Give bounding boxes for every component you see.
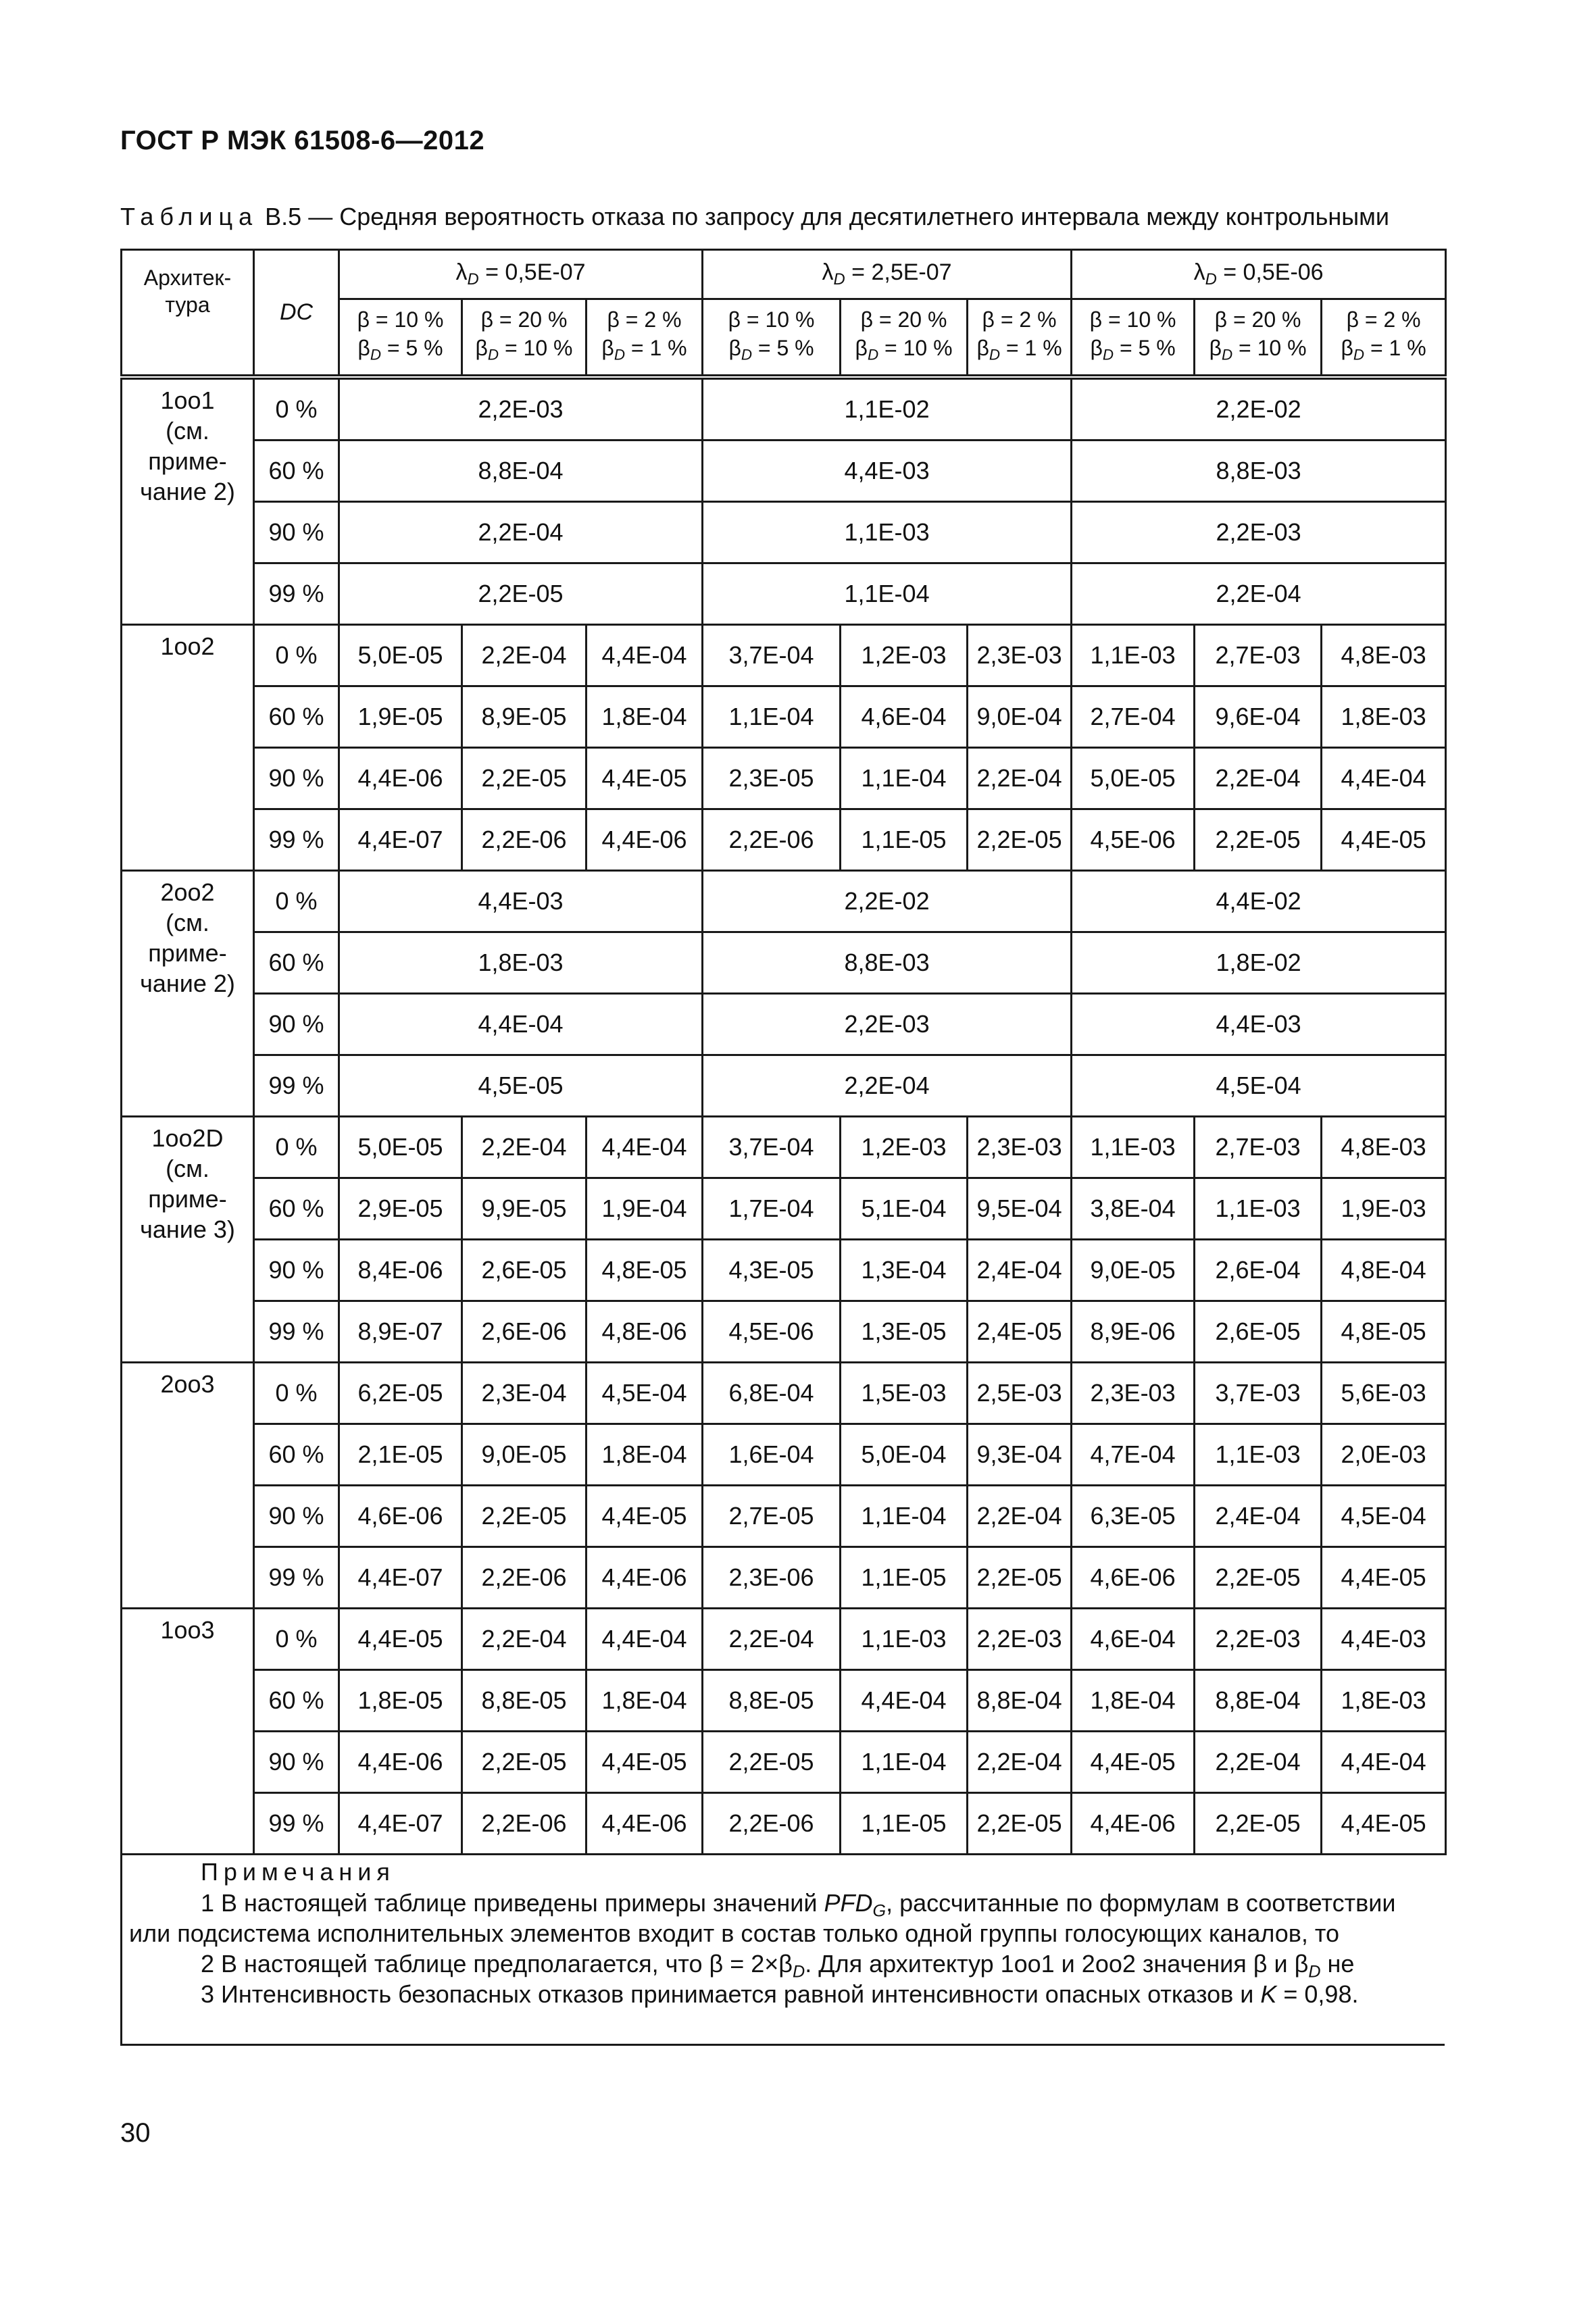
value-cell: 1,9E-03 — [1322, 1178, 1446, 1240]
beta-header-7: β = 10 % $\beta_D = 5$ % — [1072, 299, 1195, 378]
value-cell: 4,4E-06 — [587, 1547, 703, 1609]
value-cell: 1,7E-04 — [703, 1178, 841, 1240]
beta-header-5: β = 20 % $\beta_D = 10$ % — [841, 299, 968, 378]
value-cell: 2,2E-04 — [462, 1609, 587, 1670]
architecture-cell: 1оо2D (см. приме- чание 3) — [122, 1117, 254, 1363]
value-cell: 2,2E-03 — [1195, 1609, 1322, 1670]
value-cell: 1,2E-03 — [841, 625, 968, 686]
value-cell: 2,2E-05 — [968, 1793, 1072, 1855]
value-cell: 4,4E-02 — [1072, 871, 1446, 932]
beta-header-3: β = 2 % $\beta_D = 1$ % — [587, 299, 703, 378]
value-cell: 1,1E-05 — [841, 1547, 968, 1609]
lambda-header-3: $\lambda_D = 0,5E-06$ — [1072, 250, 1446, 299]
dc-cell: 99 % — [254, 809, 339, 871]
value-cell: 4,4E-03 — [339, 871, 703, 932]
value-cell: 2,2E-04 — [703, 1609, 841, 1670]
value-cell: 5,0E-05 — [339, 1117, 462, 1178]
value-cell: 2,3E-06 — [703, 1547, 841, 1609]
value-cell: 4,5E-05 — [339, 1055, 703, 1117]
value-cell: 2,2E-04 — [968, 1732, 1072, 1793]
value-cell: 2,2E-05 — [968, 809, 1072, 871]
value-cell: 2,2E-04 — [462, 1117, 587, 1178]
value-cell: 2,6E-05 — [462, 1240, 587, 1301]
value-cell: 2,3E-03 — [968, 1117, 1072, 1178]
value-cell: 1,1E-03 — [1072, 625, 1195, 686]
table-row — [122, 994, 1446, 1055]
value-cell: 2,2E-05 — [1195, 1547, 1322, 1609]
value-cell: 4,4E-03 — [1322, 1609, 1446, 1670]
dc-cell: 60 % — [254, 686, 339, 748]
dc-cell: 99 % — [254, 1301, 339, 1363]
table-row — [122, 1301, 1446, 1363]
value-cell: 8,8E-05 — [462, 1670, 587, 1732]
beta-header-6: β = 2 % $\beta_D = 1$ % — [968, 299, 1072, 378]
value-cell: 1,3E-04 — [841, 1240, 968, 1301]
value-cell: 2,2E-05 — [968, 1547, 1072, 1609]
value-cell: 8,8E-04 — [339, 441, 703, 502]
value-cell: 9,0E-05 — [1072, 1240, 1195, 1301]
value-cell: 4,8E-06 — [587, 1301, 703, 1363]
dc-cell: 60 % — [254, 932, 339, 994]
architecture-cell: 2оо2 (см. приме- чание 2) — [122, 871, 254, 1117]
table-row — [122, 1670, 1446, 1732]
lambda-header-1: $\lambda_D = 0,5E-07$ — [339, 250, 703, 299]
beta-header-9: β = 2 % $\beta_D = 1$ % — [1322, 299, 1446, 378]
dc-cell: 0 % — [254, 1117, 339, 1178]
value-cell: 1,8E-04 — [587, 686, 703, 748]
table-row — [122, 1547, 1446, 1609]
dc-cell: 60 % — [254, 1178, 339, 1240]
value-cell: 3,8E-04 — [1072, 1178, 1195, 1240]
value-cell: 1,1E-05 — [841, 1793, 968, 1855]
value-cell: 4,5E-06 — [703, 1301, 841, 1363]
value-cell: 2,2E-06 — [462, 1793, 587, 1855]
value-cell: 4,8E-03 — [1322, 625, 1446, 686]
value-cell: 3,7E-04 — [703, 1117, 841, 1178]
value-cell: 4,6E-04 — [1072, 1609, 1195, 1670]
value-cell: 2,2E-03 — [703, 994, 1072, 1055]
value-cell: 4,4E-04 — [587, 1117, 703, 1178]
table-row — [122, 1363, 1446, 1424]
note-3: 3 Интенсивность безопасных отказов принимается равной интенсивности опасных отказов и K = 0,98. — [201, 1980, 1359, 2008]
table-row — [122, 1240, 1446, 1301]
architecture-cell: 1оо2 — [122, 625, 254, 871]
value-cell: 4,5E-04 — [1322, 1486, 1446, 1547]
dc-cell: 90 % — [254, 748, 339, 809]
value-cell: 4,4E-05 — [587, 1732, 703, 1793]
value-cell: 4,4E-07 — [339, 1547, 462, 1609]
table-row — [122, 441, 1446, 502]
value-cell: 2,2E-05 — [462, 1486, 587, 1547]
table-row — [122, 1732, 1446, 1793]
table-row — [122, 625, 1446, 686]
notes-title: Примечания — [201, 1858, 395, 1886]
value-cell: 1,9E-05 — [339, 686, 462, 748]
pfd-table — [120, 249, 1447, 1855]
beta-header-1: β = 10 % $\beta_D = 5$ % — [339, 299, 462, 378]
value-cell: 2,6E-05 — [1195, 1301, 1322, 1363]
value-cell: 2,2E-06 — [462, 809, 587, 871]
value-cell: 2,2E-05 — [1195, 809, 1322, 871]
value-cell: 6,3E-05 — [1072, 1486, 1195, 1547]
value-cell: 5,0E-05 — [339, 625, 462, 686]
table-row — [122, 1178, 1446, 1240]
value-cell: 9,5E-04 — [968, 1178, 1072, 1240]
value-cell: 9,9E-05 — [462, 1178, 587, 1240]
value-cell: 2,2E-02 — [703, 871, 1072, 932]
value-cell: 4,3E-05 — [703, 1240, 841, 1301]
value-cell: 2,7E-04 — [1072, 686, 1195, 748]
value-cell: 4,4E-06 — [587, 809, 703, 871]
dc-cell: 60 % — [254, 1670, 339, 1732]
note-1-continuation: или подсистема исполнительных элементов входит в состав только одной группы голосующих каналов, то — [129, 1919, 1340, 1947]
value-cell: 4,4E-05 — [1322, 809, 1446, 871]
value-cell: 5,1E-04 — [841, 1178, 968, 1240]
value-cell: 2,6E-04 — [1195, 1240, 1322, 1301]
value-cell: 2,2E-03 — [339, 377, 703, 441]
dc-cell: 90 % — [254, 502, 339, 563]
value-cell: 2,2E-03 — [968, 1609, 1072, 1670]
note-2: 2 В настоящей таблице предполагается, что $\beta = 2\times\beta_D$. Для архитектур 1оо1 и 2оо2 значения β и $\beta_D$ не — [201, 1950, 1355, 1982]
value-cell: 5,6E-03 — [1322, 1363, 1446, 1424]
architecture-cell: 2оо3 — [122, 1363, 254, 1609]
value-cell: 2,1E-05 — [339, 1424, 462, 1486]
value-cell: 1,8E-04 — [1072, 1670, 1195, 1732]
table-row — [122, 502, 1446, 563]
value-cell: 1,8E-03 — [1322, 1670, 1446, 1732]
value-cell: 4,4E-04 — [339, 994, 703, 1055]
table-row — [122, 1486, 1446, 1547]
value-cell: 5,0E-05 — [1072, 748, 1195, 809]
value-cell: 8,8E-04 — [1195, 1670, 1322, 1732]
table-row — [122, 932, 1446, 994]
table-row — [122, 377, 1446, 441]
dc-cell: 0 % — [254, 1363, 339, 1424]
value-cell: 1,1E-05 — [841, 809, 968, 871]
dc-cell: 0 % — [254, 871, 339, 932]
architecture-cell: 1оо3 — [122, 1609, 254, 1855]
value-cell: 4,4E-04 — [587, 625, 703, 686]
value-cell: 2,9E-05 — [339, 1178, 462, 1240]
value-cell: 1,1E-03 — [703, 502, 1072, 563]
beta-header-4: β = 10 % $\beta_D = 5$ % — [703, 299, 841, 378]
value-cell: 1,1E-04 — [841, 1732, 968, 1793]
value-cell: 2,4E-04 — [1195, 1486, 1322, 1547]
value-cell: 4,4E-06 — [339, 748, 462, 809]
value-cell: 1,1E-04 — [703, 686, 841, 748]
value-cell: 9,0E-04 — [968, 686, 1072, 748]
column-header-architecture: Архитек- тура — [122, 250, 254, 378]
value-cell: 1,8E-03 — [339, 932, 703, 994]
value-cell: 1,1E-04 — [841, 748, 968, 809]
value-cell: 1,8E-03 — [1322, 686, 1446, 748]
value-cell: 2,0E-03 — [1322, 1424, 1446, 1486]
value-cell: 4,4E-04 — [587, 1609, 703, 1670]
table-body — [122, 377, 1446, 1855]
value-cell: 2,7E-03 — [1195, 625, 1322, 686]
value-cell: 8,9E-07 — [339, 1301, 462, 1363]
value-cell: 2,6E-06 — [462, 1301, 587, 1363]
value-cell: 2,7E-03 — [1195, 1117, 1322, 1178]
value-cell: 4,8E-04 — [1322, 1240, 1446, 1301]
table-row — [122, 748, 1446, 809]
value-cell: 8,8E-03 — [703, 932, 1072, 994]
value-cell: 1,2E-03 — [841, 1117, 968, 1178]
value-cell: 1,1E-03 — [1195, 1178, 1322, 1240]
value-cell: 2,2E-06 — [462, 1547, 587, 1609]
dc-cell: 90 % — [254, 1240, 339, 1301]
value-cell: 3,7E-04 — [703, 625, 841, 686]
value-cell: 1,5E-03 — [841, 1363, 968, 1424]
value-cell: 2,2E-04 — [968, 748, 1072, 809]
value-cell: 2,2E-04 — [339, 502, 703, 563]
value-cell: 2,2E-04 — [1072, 563, 1446, 625]
table-row — [122, 809, 1446, 871]
value-cell: 4,6E-04 — [841, 686, 968, 748]
value-cell: 8,8E-04 — [968, 1670, 1072, 1732]
value-cell: 4,5E-04 — [587, 1363, 703, 1424]
value-cell: 2,2E-05 — [339, 563, 703, 625]
value-cell: 2,2E-04 — [703, 1055, 1072, 1117]
value-cell: 2,4E-05 — [968, 1301, 1072, 1363]
value-cell: 4,7E-04 — [1072, 1424, 1195, 1486]
value-cell: 4,5E-06 — [1072, 809, 1195, 871]
value-cell: 4,8E-05 — [587, 1240, 703, 1301]
dc-cell: 90 % — [254, 1732, 339, 1793]
dc-cell: 60 % — [254, 441, 339, 502]
value-cell: 4,6E-06 — [1072, 1547, 1195, 1609]
value-cell: 2,5E-03 — [968, 1363, 1072, 1424]
value-cell: 4,5E-04 — [1072, 1055, 1446, 1117]
value-cell: 2,3E-03 — [968, 625, 1072, 686]
value-cell: 8,8E-03 — [1072, 441, 1446, 502]
value-cell: 2,3E-05 — [703, 748, 841, 809]
dc-cell: 0 % — [254, 377, 339, 441]
value-cell: 9,6E-04 — [1195, 686, 1322, 748]
value-cell: 1,8E-04 — [587, 1424, 703, 1486]
value-cell: 2,3E-03 — [1072, 1363, 1195, 1424]
value-cell: 2,2E-04 — [1195, 748, 1322, 809]
dc-cell: 99 % — [254, 1055, 339, 1117]
value-cell: 2,2E-03 — [1072, 502, 1446, 563]
dc-cell: 99 % — [254, 1793, 339, 1855]
dc-cell: 99 % — [254, 563, 339, 625]
caption-prefix: Таблица — [120, 203, 259, 230]
beta-header-8: β = 20 % $\beta_D = 10$ % — [1195, 299, 1322, 378]
value-cell: 2,2E-04 — [1195, 1732, 1322, 1793]
value-cell: 4,4E-04 — [1322, 1732, 1446, 1793]
value-cell: 2,2E-04 — [968, 1486, 1072, 1547]
value-cell: 2,2E-05 — [703, 1732, 841, 1793]
value-cell: 8,9E-05 — [462, 686, 587, 748]
table-row — [122, 1609, 1446, 1670]
value-cell: 4,4E-06 — [1072, 1793, 1195, 1855]
notes-block — [120, 1843, 1445, 2046]
value-cell: 8,9E-06 — [1072, 1301, 1195, 1363]
value-cell: 4,4E-05 — [587, 748, 703, 809]
value-cell: 2,2E-05 — [462, 748, 587, 809]
value-cell: 1,1E-04 — [703, 563, 1072, 625]
value-cell: 4,4E-06 — [339, 1732, 462, 1793]
value-cell: 4,4E-07 — [339, 809, 462, 871]
value-cell: 4,8E-03 — [1322, 1117, 1446, 1178]
beta-header-2: β = 20 % $\beta_D = 10$ % — [462, 299, 587, 378]
table-caption — [120, 203, 1389, 231]
value-cell: 2,2E-06 — [703, 809, 841, 871]
value-cell: 1,1E-04 — [841, 1486, 968, 1547]
value-cell: 1,8E-04 — [587, 1670, 703, 1732]
value-cell: 3,7E-03 — [1195, 1363, 1322, 1424]
value-cell: 5,0E-04 — [841, 1424, 968, 1486]
dc-cell: 90 % — [254, 994, 339, 1055]
architecture-cell: 1оо1 (см. приме- чание 2) — [122, 377, 254, 625]
value-cell: 2,2E-05 — [1195, 1793, 1322, 1855]
value-cell: 4,4E-05 — [1072, 1732, 1195, 1793]
note-1: 1 В настоящей таблице приведены примеры значений $PFD_G$, рассчитанные по формулам в соответствии — [201, 1889, 1396, 1921]
dc-cell: 0 % — [254, 1609, 339, 1670]
value-cell: 2,2E-06 — [703, 1793, 841, 1855]
dc-cell: 99 % — [254, 1547, 339, 1609]
table-row — [122, 871, 1446, 932]
dc-cell: 60 % — [254, 1424, 339, 1486]
value-cell: 2,2E-02 — [1072, 377, 1446, 441]
value-cell: 2,2E-05 — [462, 1732, 587, 1793]
table-row — [122, 1424, 1446, 1486]
value-cell: 4,8E-05 — [1322, 1301, 1446, 1363]
value-cell: 4,4E-03 — [1072, 994, 1446, 1055]
value-cell: 4,4E-04 — [1322, 748, 1446, 809]
value-cell: 2,3E-04 — [462, 1363, 587, 1424]
value-cell: 6,8E-04 — [703, 1363, 841, 1424]
value-cell: 2,2E-04 — [462, 625, 587, 686]
value-cell: 1,1E-03 — [841, 1609, 968, 1670]
value-cell: 1,6E-04 — [703, 1424, 841, 1486]
value-cell: 1,8E-02 — [1072, 932, 1446, 994]
value-cell: 8,8E-05 — [703, 1670, 841, 1732]
caption-text: В.5 — Средняя вероятность отказа по запросу для десятилетнего интервала между контрольными — [258, 203, 1389, 230]
value-cell: 9,0E-05 — [462, 1424, 587, 1486]
value-cell: 4,4E-05 — [339, 1609, 462, 1670]
table-row — [122, 1117, 1446, 1178]
value-cell: 9,3E-04 — [968, 1424, 1072, 1486]
dc-cell: 0 % — [254, 625, 339, 686]
value-cell: 4,4E-04 — [841, 1670, 968, 1732]
table-row — [122, 1055, 1446, 1117]
value-cell: 1,8E-05 — [339, 1670, 462, 1732]
value-cell: 1,9E-04 — [587, 1178, 703, 1240]
value-cell: 4,4E-03 — [703, 441, 1072, 502]
value-cell: 1,1E-03 — [1072, 1117, 1195, 1178]
value-cell: 4,4E-05 — [587, 1486, 703, 1547]
lambda-header-2: $\lambda_D = 2,5E-07$ — [703, 250, 1072, 299]
page-number: 30 — [120, 2118, 151, 2148]
column-header-dc: DC — [254, 250, 339, 378]
value-cell: 6,2E-05 — [339, 1363, 462, 1424]
value-cell: 2,7E-05 — [703, 1486, 841, 1547]
table-row — [122, 563, 1446, 625]
value-cell: 2,4E-04 — [968, 1240, 1072, 1301]
table-row — [122, 686, 1446, 748]
value-cell: 4,4E-06 — [587, 1793, 703, 1855]
value-cell: 4,4E-07 — [339, 1793, 462, 1855]
value-cell: 4,4E-05 — [1322, 1793, 1446, 1855]
value-cell: 4,6E-06 — [339, 1486, 462, 1547]
value-cell: 1,1E-02 — [703, 377, 1072, 441]
document-header: ГОСТ Р МЭК 61508-6—2012 — [120, 126, 485, 155]
value-cell: 1,3E-05 — [841, 1301, 968, 1363]
dc-cell: 90 % — [254, 1486, 339, 1547]
value-cell: 1,1E-03 — [1195, 1424, 1322, 1486]
value-cell: 4,4E-05 — [1322, 1547, 1446, 1609]
value-cell: 8,4E-06 — [339, 1240, 462, 1301]
